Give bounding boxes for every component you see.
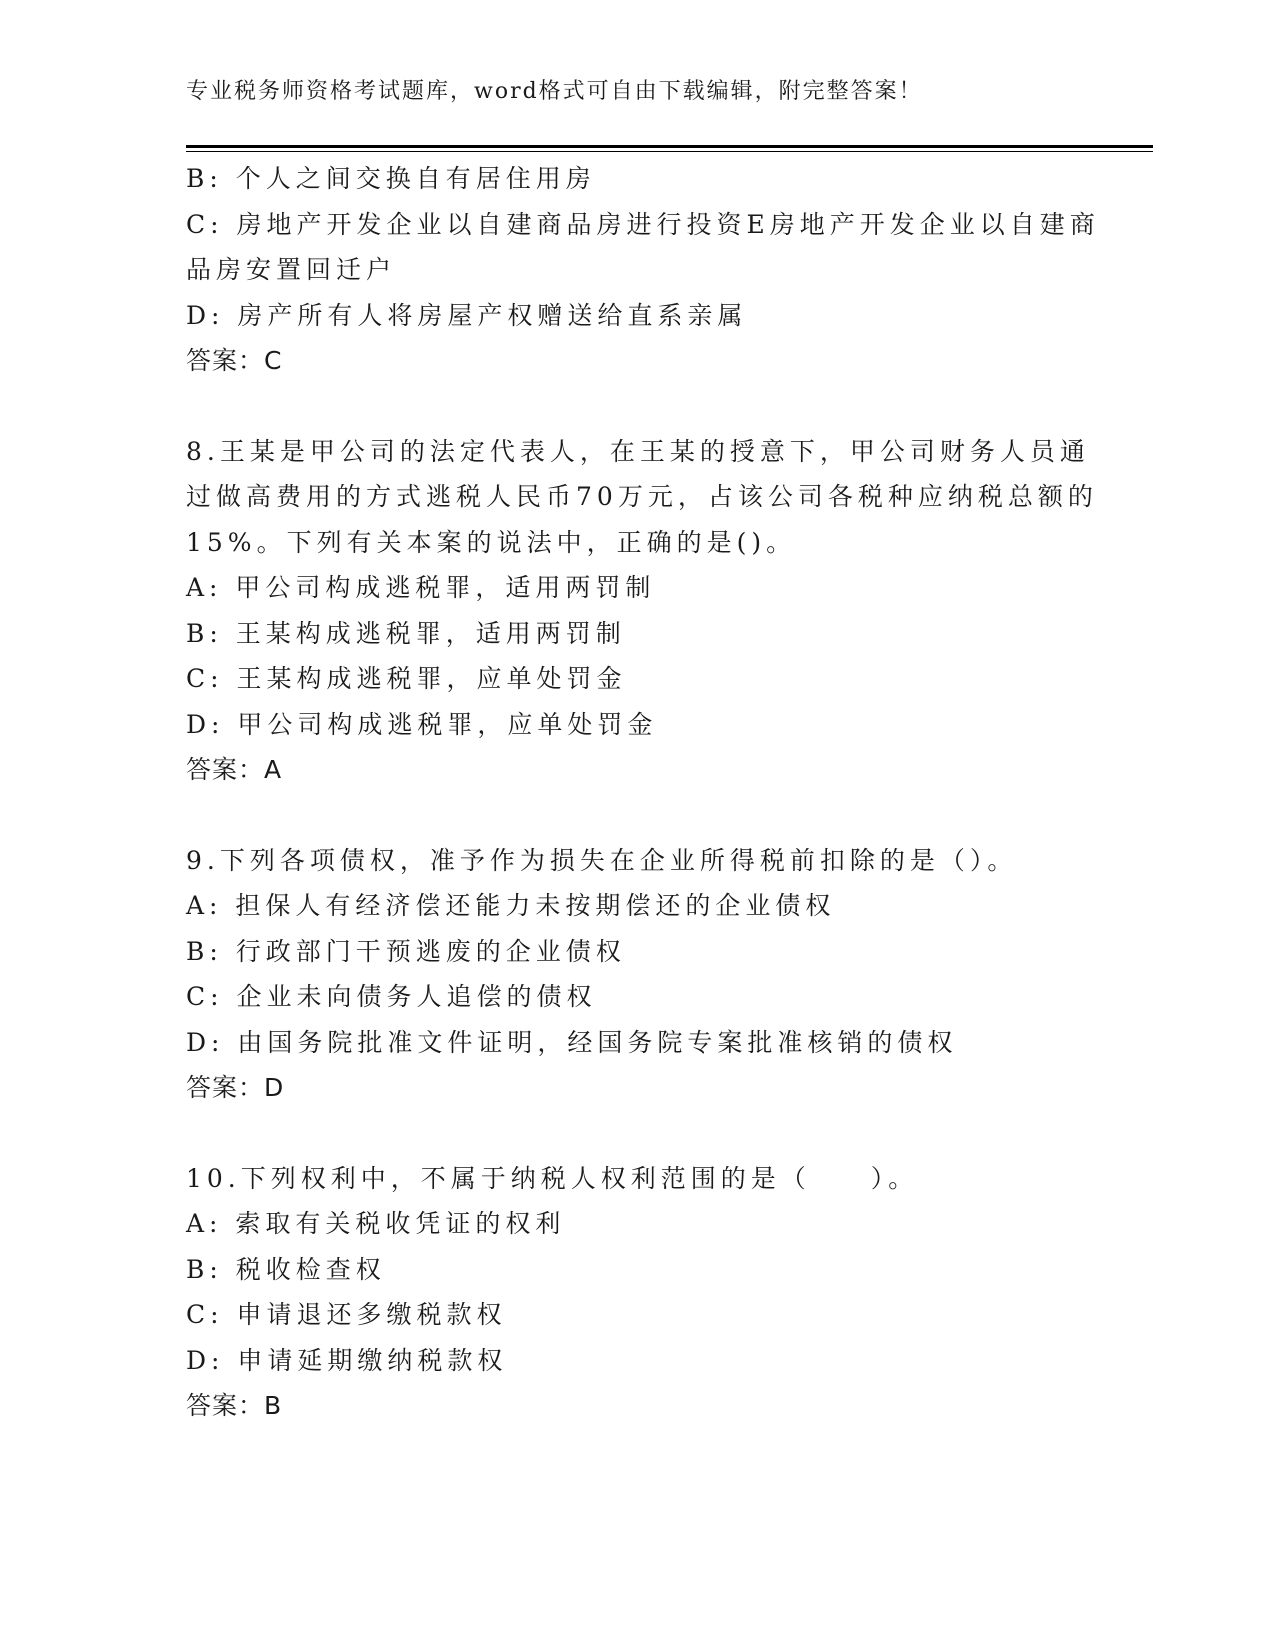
spacer bbox=[186, 1111, 1086, 1156]
question-content bbox=[186, 156, 1100, 1429]
prev-question-block bbox=[186, 156, 1100, 384]
option-b: B: 王某构成逃税罪，适用两罚制 bbox=[186, 618, 626, 648]
answer: 答案：B bbox=[186, 1391, 283, 1420]
header-rule-thin bbox=[186, 151, 1153, 152]
option-a: A: 索取有关税收凭证的权利 bbox=[186, 1209, 566, 1238]
option-a: A: 甲公司构成逃税罪，适用两罚制 bbox=[186, 573, 656, 602]
option-c: C: 申请退还多缴税款权 bbox=[186, 1300, 507, 1329]
option-b: B: 行政部门干预逃废的企业债权 bbox=[186, 936, 626, 966]
option-c: C: 房地产开发企业以自建商品房进行投资E房地产开发企业以自建商 bbox=[186, 209, 1100, 239]
answer: 答案：D bbox=[186, 1073, 285, 1102]
answer: 答案：C bbox=[186, 346, 283, 375]
question-stem: 9.下列各项债权，准予作为损失在企业所得税前扣除的是（）。 bbox=[186, 845, 1018, 875]
page-header: 专业税务师资格考试题库，word格式可自由下载编辑，附完整答案！ bbox=[186, 79, 923, 104]
question-9-block bbox=[186, 838, 1086, 1111]
option-d: D: 申请延期缴纳税款权 bbox=[186, 1345, 508, 1375]
answer: 答案：A bbox=[186, 755, 283, 784]
spacer bbox=[186, 793, 1086, 838]
spacer bbox=[186, 384, 1086, 429]
option-c: C: 企业未向债务人追偿的债权 bbox=[186, 982, 597, 1011]
question-stem: 15%。下列有关本案的说法中，正确的是()。 bbox=[186, 527, 797, 557]
option-b: B: 税收检查权 bbox=[186, 1254, 386, 1284]
question-10-block bbox=[186, 1156, 1086, 1429]
option-b: B: 个人之间交换自有居住用房 bbox=[186, 164, 596, 193]
option-d: D: 甲公司构成逃税罪，应单处罚金 bbox=[186, 709, 658, 739]
option-d: D: 由国务院批准文件证明，经国务院专案批准核销的债权 bbox=[186, 1027, 958, 1057]
question-stem: 过做高费用的方式逃税人民币70万元，占该公司各税种应纳税总额的 bbox=[186, 482, 1098, 511]
option-d: D: 房产所有人将房屋产权赠送给直系亲属 bbox=[186, 300, 748, 330]
header-rule-thick bbox=[186, 145, 1153, 148]
option-c-continued: 品房安置回迁户 bbox=[186, 255, 397, 284]
option-c: C: 王某构成逃税罪，应单处罚金 bbox=[186, 664, 627, 693]
option-a: A: 担保人有经济偿还能力未按期偿还的企业债权 bbox=[186, 891, 836, 920]
question-8-block bbox=[186, 429, 1098, 793]
question-stem: 8.王某是甲公司的法定代表人，在王某的授意下，甲公司财务人员通 bbox=[186, 436, 1090, 466]
question-stem: 10.下列权利中，不属于纳税人权利范围的是（ ）。 bbox=[186, 1163, 919, 1193]
